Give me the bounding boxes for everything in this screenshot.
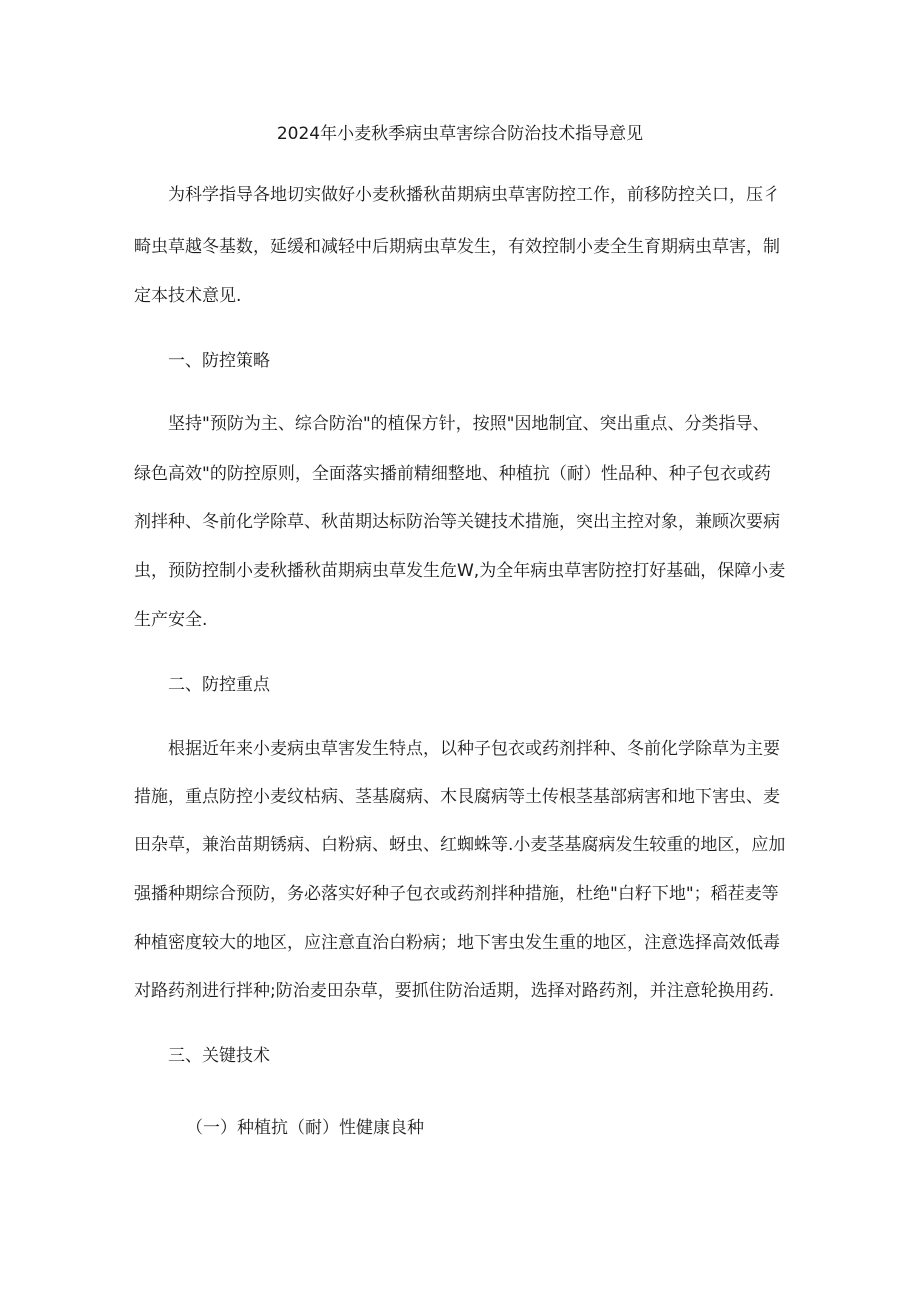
- section-2-line-3: 田杂草，兼治苗期锈病、白粉病、蚜虫、红蜘蛛等.小麦茎基腐病发生较重的地区，应加: [134, 835, 786, 855]
- section-1-line-4: 虫，预防控制小麦秋播秋苗期病虫草发生危W,为全年病虫草害防控打好基础，保障小麦: [134, 561, 786, 581]
- section-2-line-5: 种植密度较大的地区，应注意直治白粉病；地下害虫发生重的地区，注意选择高效低毒: [134, 933, 780, 953]
- section-2-heading: 二、防控重点: [168, 675, 270, 695]
- section-2-line-4: 强播种期综合预防，务必落实好种子包衣或药剂拌种措施，杜绝"白籽下地"；稻茬麦等: [134, 884, 779, 904]
- section-1-heading: 一、防控策略: [168, 351, 270, 371]
- section-1-line-5: 生产安全.: [134, 610, 208, 630]
- section-3-heading: 三、关键技术: [168, 1046, 270, 1066]
- section-1-line-2: 绿色高效"的防控原则，全面落实播前精细整地、种植抗（耐）性品种、种子包衣或药: [134, 464, 771, 484]
- section-2-line-2: 措施，重点防控小麦纹枯病、茎基腐病、木艮腐病等土传根茎基部病害和地下害虫、麦: [134, 787, 780, 807]
- section-1-line-3: 剂拌种、冬前化学除草、秋苗期达标防治等关键技术措施，突出主控对象，兼顾次要病: [134, 512, 780, 532]
- section-2-line-6: 对路药剂进行拌种;防治麦田杂草，要抓住防治适期，选择对路药剂，并注意轮换用药.: [134, 981, 775, 1001]
- section-2-line-1: 根据近年来小麦病虫草害发生特点，以种子包衣或药剂拌种、冬前化学除草为主要: [168, 739, 780, 759]
- intro-line-1: 为科学指导各地切实做好小麦秋播秋苗期病虫草害防控工作，前移防控关口，压彳: [168, 185, 780, 205]
- intro-line-2: 畸虫草越冬基数，延缓和减轻中后期病虫草发生，有效控制小麦全生育期病虫草害，制: [134, 237, 780, 257]
- section-1-line-1: 坚持"预防为主、综合防治"的植保方针，按照"因地制宜、突出重点、分类指导、: [168, 414, 770, 434]
- intro-line-3: 定本技术意见.: [134, 286, 242, 306]
- subsection-1-heading: （一）种植抗（耐）性健康良种: [186, 1118, 424, 1138]
- document-title: 2024年小麦秋季病虫草害综合防治技术指导意见: [276, 124, 644, 144]
